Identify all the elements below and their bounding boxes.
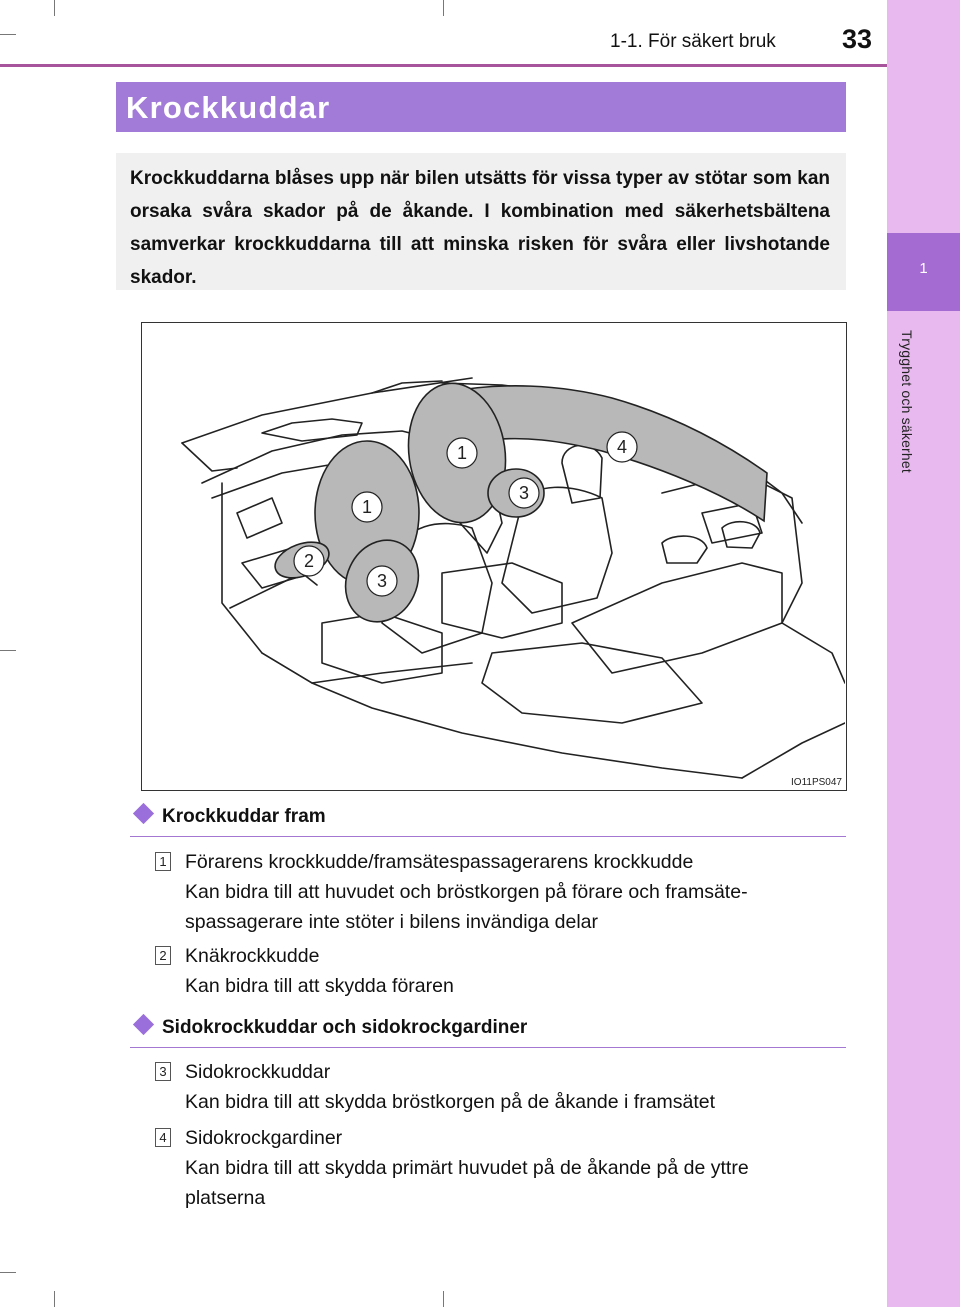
chapter-number: 1 (919, 260, 928, 277)
chapter-label: Trygghet och säkerhet (899, 330, 915, 473)
passenger-seat-headrest (562, 445, 602, 503)
subheading-text: Krockkuddar fram (162, 806, 326, 827)
figure-code: IO11PS047 (791, 777, 842, 788)
subheading-rule (130, 1047, 846, 1048)
item-number-badge: 2 (155, 946, 171, 965)
list-item (185, 1123, 845, 1213)
list-item (185, 941, 845, 1001)
item-description: Kan bidra till att skydda bröstkorgen på de åkande i framsätet (185, 1091, 716, 1113)
callout-label: 1 (456, 443, 468, 463)
crop-mark (0, 650, 16, 651)
intro-text: Krockkuddarna blåses upp när bilen utsätts för vissa typer av stötar som kan orsaka svåra skador på de åkande. I kombination med säkerhetsbältena samverkar krockkuddarna till att minska risken för svåra eller livshotande skador. (130, 168, 830, 288)
item-title: Sidokrockgardiner (185, 1127, 343, 1149)
item-title: Knäkrockkudde (185, 945, 320, 967)
callout-label: 3 (518, 483, 530, 503)
header-rule (0, 64, 887, 67)
rear-seat-cushion (482, 643, 702, 723)
crop-mark (54, 1291, 55, 1307)
subheading-rule (130, 836, 846, 837)
airbag-illustration (141, 322, 847, 791)
floor-line (262, 653, 742, 778)
diamond-bullet-icon (133, 1014, 154, 1035)
page-title: Krockkuddar (126, 90, 331, 125)
item-description: platserna (185, 1187, 266, 1209)
car-interior-drawing (142, 323, 845, 789)
item-title: Sidokrockkuddar (185, 1061, 331, 1083)
item-number-badge: 4 (155, 1128, 171, 1147)
item-description: Kan bidra till att huvudet och bröstkorgen på förare och framsäte- (185, 881, 748, 903)
item-number-badge: 3 (155, 1062, 171, 1081)
item-number-badge: 1 (155, 852, 171, 871)
subheading-side-airbags (130, 1017, 527, 1039)
crop-mark (0, 1272, 16, 1273)
chapter-side-tab (887, 0, 960, 1307)
left-door-frame (222, 483, 315, 683)
rear-headrest (662, 536, 707, 563)
page-number: 33 (842, 24, 873, 54)
item-description: spassagerare inte stöter i bilens invändiga delar (185, 911, 598, 933)
a-pillar-left (182, 443, 237, 471)
subheading-front-airbags (130, 806, 326, 828)
crop-mark (443, 1291, 444, 1307)
callout-label: 1 (361, 497, 373, 517)
callout-label: 2 (303, 551, 315, 571)
page-header (0, 0, 887, 68)
item-description: Kan bidra till att skydda föraren (185, 975, 454, 997)
callout-label: 4 (616, 437, 628, 457)
list-item (185, 1057, 845, 1117)
item-description: Kan bidra till att skydda primärt huvudet på de åkande på de yttre (185, 1157, 749, 1179)
instrument-cluster (262, 419, 362, 441)
diamond-bullet-icon (133, 803, 154, 824)
callout-label: 3 (376, 571, 388, 591)
section-title: 1-1. För säkert bruk (610, 31, 776, 52)
subheading-text: Sidokrockkuddar och sidokrockgardiner (162, 1017, 528, 1038)
item-title: Förarens krockkudde/framsätespassagerarens krockkudde (185, 851, 694, 873)
list-item (185, 847, 845, 937)
